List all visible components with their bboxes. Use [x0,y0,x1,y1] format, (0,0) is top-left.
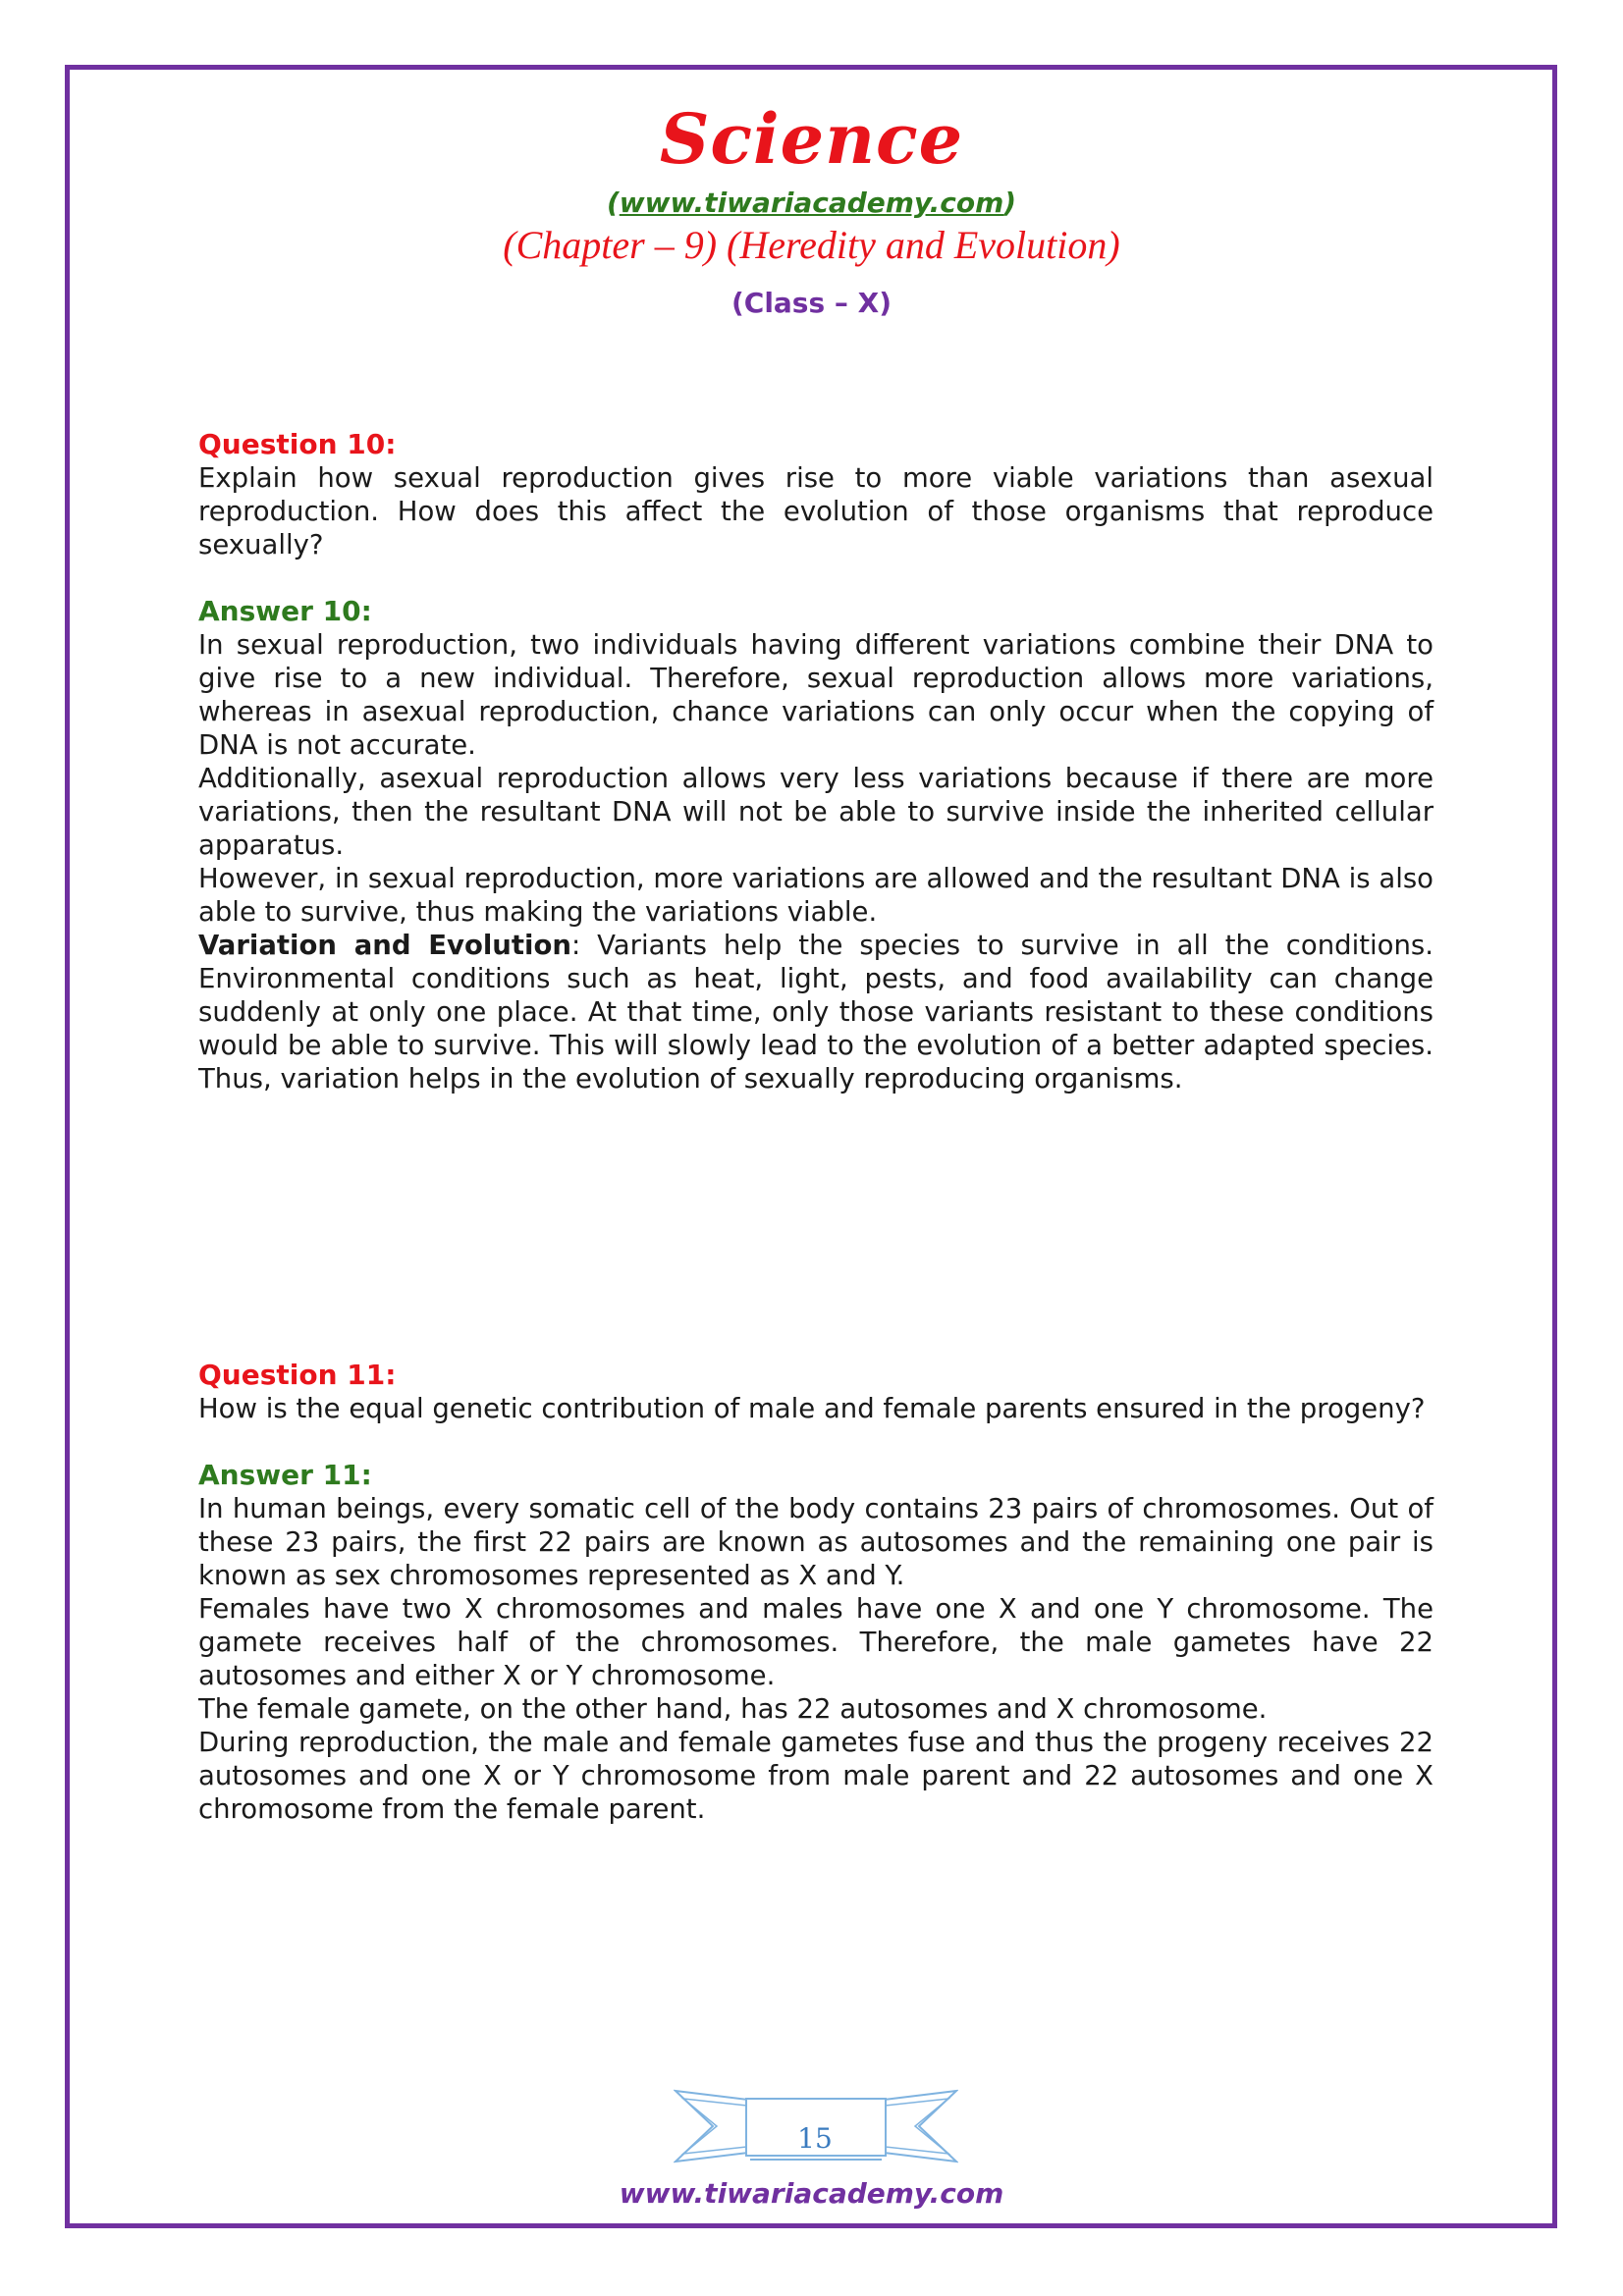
answer-11-label: Answer 11: [198,1459,372,1491]
question-10-label: Question 10: [198,428,397,460]
page-border [65,65,1557,2228]
chapter-heading: (Chapter – 9) (Heredity and Evolution) [503,223,1120,267]
answer-10-paragraph-4-text: : Variants help the species to survive in all the conditions. Environmental conditions such as heat, light, pests, and food availability can change suddenly at only one place. At that time, only those variants resistant to these conditions would be able to survive. This will slowly lead to the evolution of a better adapted species. Thus, variation helps in the evolution of sexually reproducing organisms. [198,930,1434,1095]
header-website-link[interactable]: www.tiwariacademy.com [619,187,1004,219]
header-website [0,187,1623,219]
class-heading: (Class – X) [730,287,893,319]
footer-website-link[interactable]: www.tiwariacademy.com [619,2177,1004,2210]
page-number: 15 [797,2122,833,2155]
answer-10-paragraph-4 [198,929,1434,1095]
answer-10-paragraph-2: Additionally, asexual reproduction allows very less variations because if there are more variations, then the resultant DNA will not be able to survive inside the inherited cellular apparatus. [198,763,1434,861]
question-10-block [198,428,1434,1095]
question-11-text: How is the equal genetic contribution of male and female parents ensured in the progeny? [198,1393,1426,1424]
answer-11-paragraph-4: During reproduction, the male and female gametes fuse and thus the progeny receives 22 autosomes and one X or Y chromosome from male parent and 22 autosomes and one X chromosome from the female parent. [198,1727,1434,1825]
question-11-block [198,1359,1434,1826]
answer-11-paragraph-2: Females have two X chromosomes and males have one X and one Y chromosome. The gamete receives half of the chromosomes. Therefore, the male gametes have 22 autosomes and either X or Y chromosome. [198,1593,1434,1691]
page-title: Science [659,98,964,180]
question-11-label: Question 11: [198,1359,397,1391]
header-website-open: ( [606,187,620,219]
answer-10-label: Answer 10: [198,595,372,627]
answer-11-paragraph-1: In human beings, every somatic cell of the body contains 23 pairs of chromosomes. Out of these 23 pairs, the first 22 pairs are known as autosomes and the remaining one pair is known as sex chromosomes represented as X and Y. [198,1493,1434,1591]
question-10-text: Explain how sexual reproduction gives rise to more viable variations than asexual reproduction. How does this affect the evolution of those organisms that reproduce sexually? [198,462,1434,561]
answer-10-paragraph-3: However, in sexual reproduction, more variations are allowed and the resultant DNA is also able to survive, thus making the variations viable. [198,863,1434,928]
variation-evolution-term: Variation and Evolution [198,930,571,961]
answer-11-paragraph-3: The female gamete, on the other hand, has 22 autosomes and X chromosome. [198,1693,1268,1725]
answer-10-paragraph-1: In sexual reproduction, two individuals having different variations combine their DNA to give rise to a new individual. Therefore, sexual reproduction allows more variations, whereas in asexual reproduction, chance variations can only occur when the copying of DNA is not accurate. [198,629,1434,761]
header-website-close: ) [1003,187,1017,219]
